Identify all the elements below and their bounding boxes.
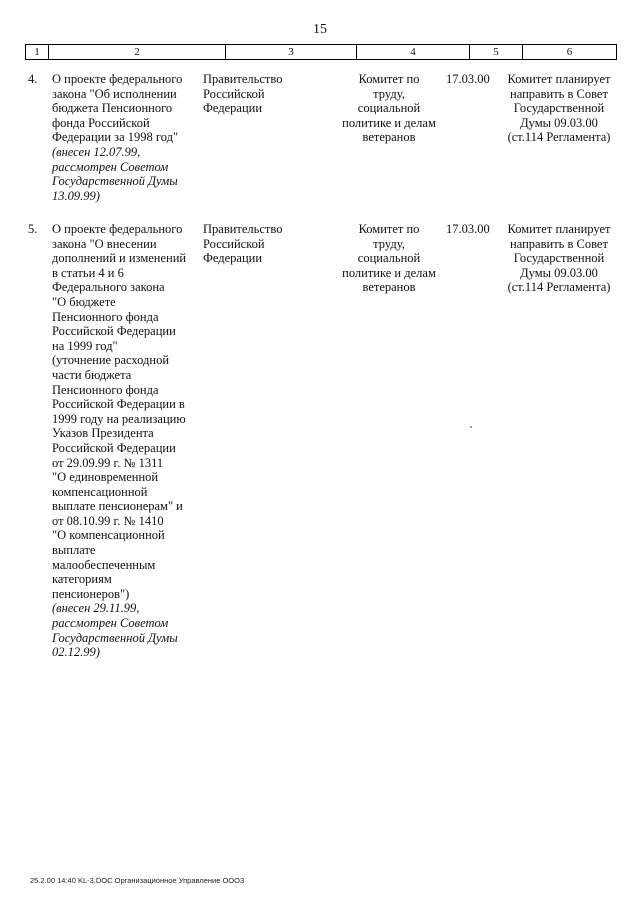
column-header-4: 4 [357,45,470,59]
page-number: 15 [313,22,327,37]
bill-status-line: Государственной Думы [52,630,178,645]
bill-title-line: "О бюджете [52,294,116,309]
bill-status-line: 02.12.99) [52,645,100,660]
bill-title-line: "О единовременной [52,470,159,485]
note-line: (ст.114 Регламента) [507,280,611,295]
bill-title-line: части бюджета [52,367,132,382]
bill-title-line: закона "Об исполнении [52,86,177,101]
bill-title-line: выплате [52,543,96,558]
bill-title-line: 1999 году на реализацию [52,411,186,426]
bill-title-line: Указов Президента [52,426,154,441]
author-line: Правительство [203,72,283,86]
bill-title-line: "О компенсационной [52,528,165,543]
column-header-2: 2 [49,45,226,59]
bill-title-line: пенсионеров") [52,586,130,601]
bill-title-line: О проекте федерального [52,222,183,236]
bill-status-line: рассмотрен Советом [52,159,169,174]
bill-title-line: Федерального закона [52,280,165,295]
author-line: Правительство [203,222,283,236]
bill-title-line: Российской Федерации [52,324,176,339]
bill-title-line: Федерации за 1998 год" [52,130,179,145]
bill-title [52,222,225,660]
bill-title-line: от 29.09.99 г. № 1311 [52,455,164,470]
note-line: Комитет планирует [507,222,611,236]
bill-title-line: Российской Федерации [52,440,176,455]
note-line: Государственной [513,101,605,116]
bill-title-line: на 1999 год" [52,338,118,353]
committee-line: социальной [357,251,421,266]
committee-line: Комитет по [358,222,420,236]
bill-title-line: Пенсионного фонда [52,382,159,397]
bill-title-line: Пенсионного фонда [52,309,159,324]
note-line: Комитет планирует [507,72,611,86]
responsible-committee [333,72,445,145]
committee-line: Комитет по [358,72,420,86]
bill-title-line: фонда Российской [52,115,150,130]
bill-title-line: от 08.10.99 г. № 1410 [52,513,164,528]
column-header-1: 1 [26,45,49,59]
bill-status-line: (внесен 12.07.99, [52,144,141,159]
bill-status-line: 13.09.99) [52,188,100,203]
author-line: Российской [203,236,265,251]
note-line: Думы 09.03.00 [520,115,598,130]
bill-title-line: О проекте федерального [52,72,183,86]
scan-speck [470,426,472,428]
bill-title-line: (уточнение расходной [52,353,170,368]
author-line: Федерации [203,101,263,116]
bill-title-line: компенсационной [52,484,148,499]
column-header-5: 5 [470,45,523,59]
note-line: направить в Совет [510,86,608,101]
committee-note [500,222,618,295]
bill-title-line: выплате пенсионерам" и [52,499,183,514]
bill-status-line: Государственной Думы [52,174,178,189]
author-line: Федерации [203,251,263,266]
note-line: (ст.114 Регламента) [507,130,611,145]
document-footer: 25.2.00 14:40 KL-3.DOC Организационное Управление ООО3 [30,876,245,885]
column-header-6: 6 [566,46,573,58]
committee-line: политике и делам [342,115,436,130]
responsible-committee [333,222,445,295]
row-number: 5. [28,222,38,236]
consideration-date: 17.03.00 [446,72,490,86]
committee-line: труду, [373,86,405,101]
row-number: 4. [28,72,38,86]
note-line: Государственной [513,251,605,266]
bill-title-line: в статьи 4 и 6 [52,265,124,280]
bill-title-line: закона "О внесении [52,236,157,251]
bill-title-line: категориям [52,572,112,587]
table-header-row [25,44,617,60]
committee-line: политике и делам [342,265,436,280]
author-line: Российской [203,86,265,101]
bill-title-line: бюджета Пенсионного [52,101,173,116]
bill-status-line: (внесен 29.11.99, [52,601,140,616]
bill-title-line: Российской Федерации в [52,397,185,412]
bill-title [52,72,225,203]
bill-title-line: дополнений и изменений [52,251,187,266]
bill-author [203,72,333,116]
bill-title-line: малообеспеченным [52,557,156,572]
bill-status-line: рассмотрен Советом [52,616,169,631]
committee-line: ветеранов [362,130,416,145]
consideration-date: 17.03.00 [446,222,490,236]
note-line: Думы 09.03.00 [520,265,598,280]
note-line: направить в Совет [510,236,608,251]
committee-note [500,72,618,145]
committee-line: ветеранов [362,280,416,295]
column-header-3: 3 [226,45,357,59]
committee-line: социальной [357,101,421,116]
bill-author [203,222,333,266]
committee-line: труду, [373,236,405,251]
